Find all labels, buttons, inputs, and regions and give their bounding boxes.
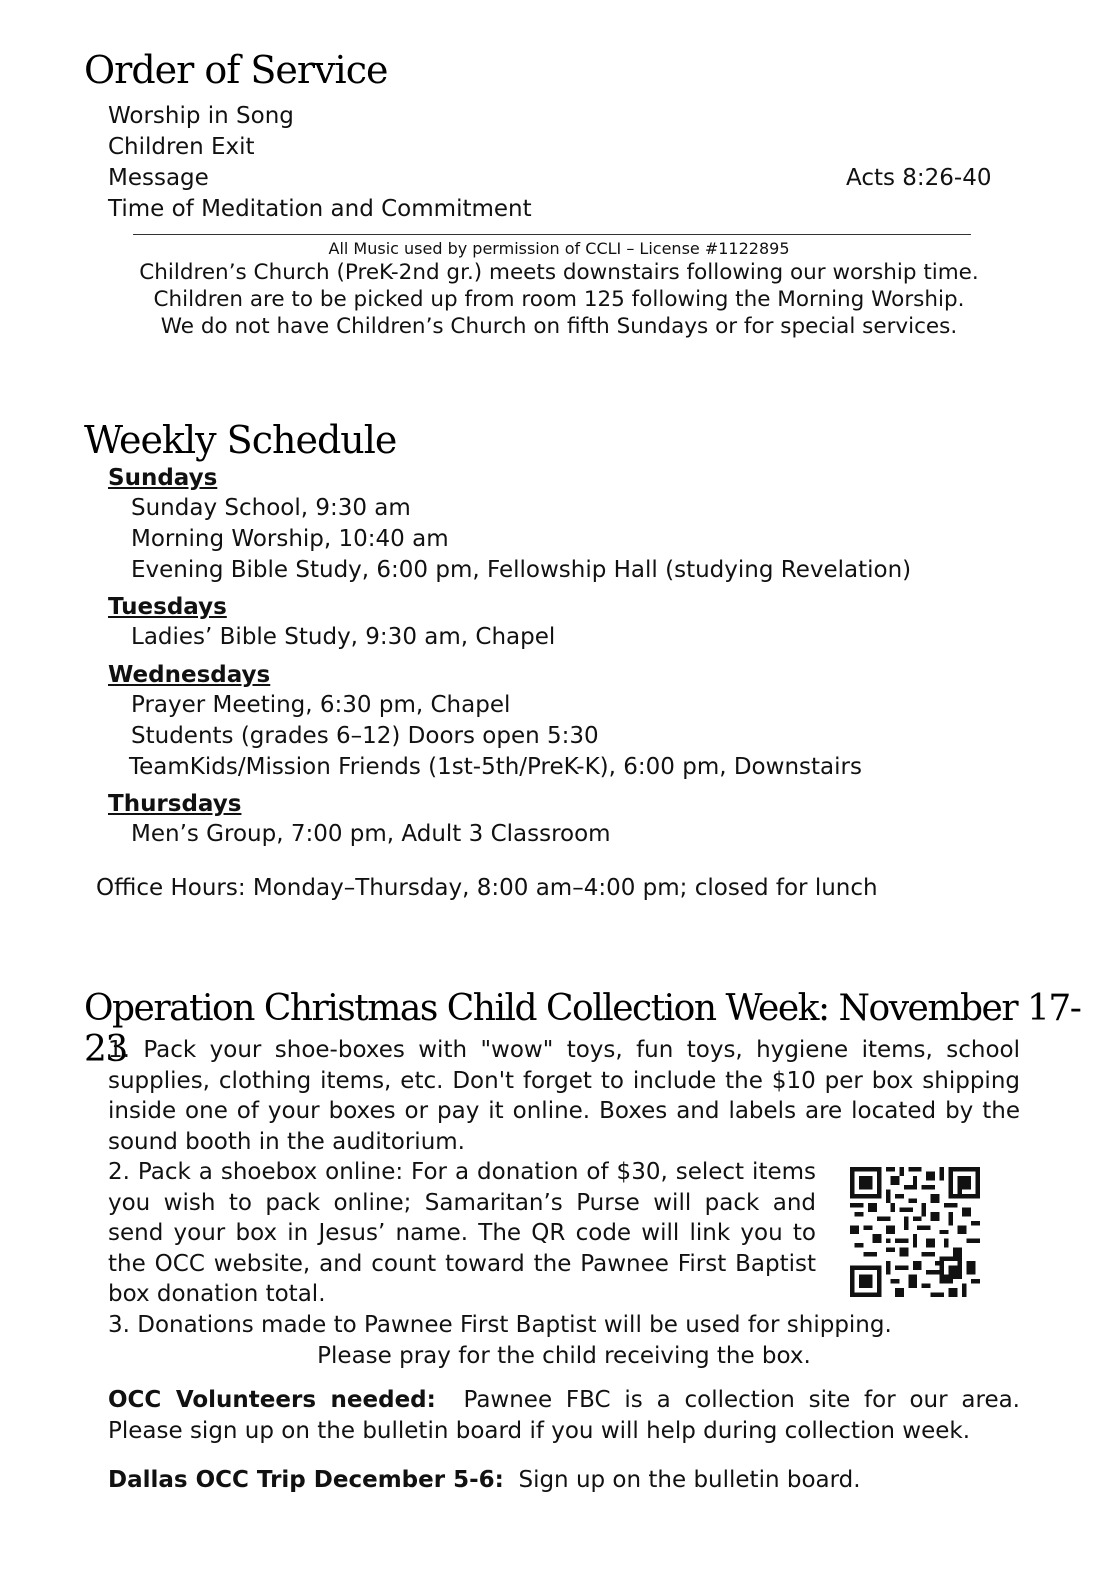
weekly-schedule-heading: Weekly Schedule	[84, 418, 397, 462]
tuesdays-label: Tuesdays	[108, 594, 227, 620]
occ-qr-code[interactable]	[850, 1167, 980, 1297]
occ-volunteers-notice	[108, 1385, 1020, 1446]
occ-volunteers-text: Pawnee FBC is a collection site for our area. Please sign up on the bulletin board if you will help during collection week.	[108, 1387, 1020, 1444]
message-scripture-reference: Acts 8:26-40	[846, 165, 992, 191]
occ-paragraph-2: 2. Pack a shoebox online: For a donation of $30, select items you wish to pack online; Samaritan’s Purse will pack and send your box in Jesus’ name. The QR code will link you to the OCC website, and count toward the Pawnee First Baptist box donation total.	[108, 1159, 816, 1307]
occ-heading: Operation Christmas Child Collection Week: November 17-23	[84, 988, 1081, 1070]
wednesday-item: Students (grades 6–12) Doors open 5:30	[131, 723, 599, 749]
childrens-church-line-2: Children are to be picked up from room 125 following the Morning Worship.	[153, 287, 965, 312]
occ-prayer-request: Please pray for the child receiving the box.	[317, 1343, 811, 1369]
sunday-item: Morning Worship, 10:40 am	[131, 526, 449, 552]
occ-paragraph-3: 3. Donations made to Pawnee First Baptist will be used for shipping.	[108, 1312, 892, 1338]
childrens-church-line-1: Children’s Church (PreK-2nd gr.) meets downstairs following our worship time.	[139, 260, 979, 285]
office-hours: Office Hours: Monday–Thursday, 8:00 am–4:00 pm; closed for lunch	[96, 875, 878, 901]
order-item-message: Message	[108, 165, 209, 191]
order-of-service-heading: Order of Service	[84, 48, 388, 92]
ccli-notice: All Music used by permission of CCLI – License #1122895	[328, 239, 790, 258]
wednesday-item: TeamKids/Mission Friends (1st-5th/PreK-K), 6:00 pm, Downstairs	[129, 754, 862, 780]
order-item-meditation: Time of Meditation and Commitment	[108, 196, 532, 222]
thursday-item: Men’s Group, 7:00 pm, Adult 3 Classroom	[131, 821, 611, 847]
thursdays-label: Thursdays	[108, 791, 242, 817]
dallas-trip-notice	[108, 1465, 861, 1496]
wednesdays-label: Wednesdays	[108, 662, 271, 688]
occ-paragraph-1: 1. Pack your shoe-boxes with "wow" toys, fun toys, hygiene items, school supplies, clothing items, etc. Don't forget to include the $10 per box shipping inside one of your boxes or pay it online. Boxes and labels are located by the sound booth in the auditorium.	[108, 1037, 1020, 1155]
sundays-label: Sundays	[108, 465, 218, 491]
dallas-trip-text: Sign up on the bulletin board.	[518, 1467, 861, 1493]
childrens-church-line-3: We do not have Children’s Church on fifth Sundays or for special services.	[160, 314, 958, 339]
wednesday-item: Prayer Meeting, 6:30 pm, Chapel	[131, 692, 511, 718]
occ-volunteers-label: OCC Volunteers needed:	[108, 1387, 436, 1413]
sunday-item: Evening Bible Study, 6:00 pm, Fellowship Hall (studying Revelation)	[131, 557, 912, 583]
order-item-worship: Worship in Song	[108, 103, 294, 129]
order-item-children-exit: Children Exit	[108, 134, 255, 160]
dallas-trip-label: Dallas OCC Trip December 5-6:	[108, 1467, 504, 1493]
sunday-item: Sunday School, 9:30 am	[131, 495, 411, 521]
tuesday-item: Ladies’ Bible Study, 9:30 am, Chapel	[131, 624, 556, 650]
divider	[133, 234, 971, 235]
